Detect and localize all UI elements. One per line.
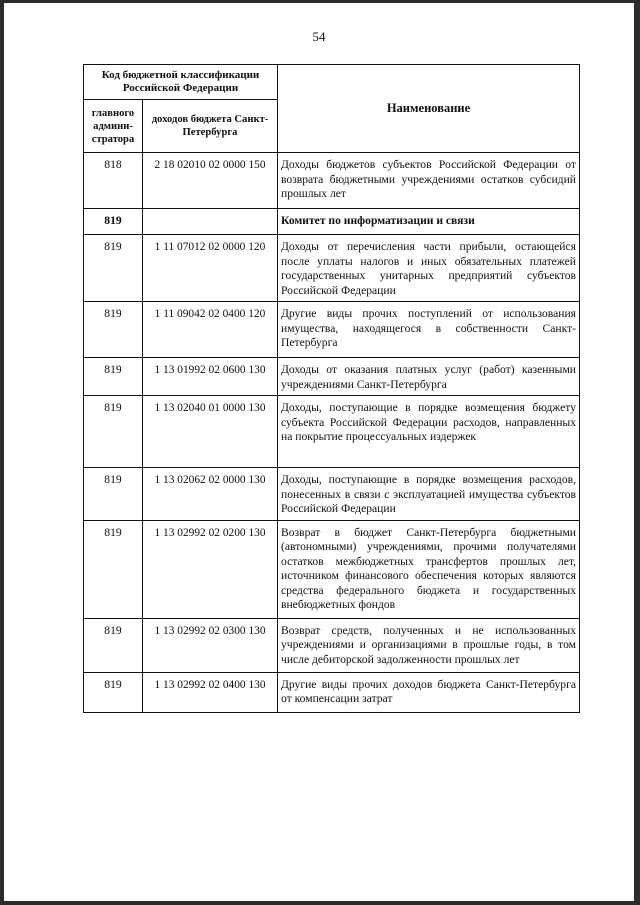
- table-row: [84, 468, 580, 521]
- table-row: [84, 520, 580, 618]
- table-row: [84, 235, 580, 302]
- header-income: доходов бюджета Санкт-Петербурга: [143, 100, 278, 153]
- table-row: [84, 153, 580, 209]
- admin-code-cell: 819: [84, 672, 143, 712]
- income-code-cell: 1 13 02062 02 0000 130: [143, 468, 278, 521]
- budget-classification-table: [83, 64, 580, 713]
- income-code-cell: 2 18 02010 02 0000 150: [143, 153, 278, 209]
- admin-code-cell: 819: [84, 209, 143, 235]
- income-name-cell: Комитет по информатизации и связи: [278, 209, 580, 235]
- income-name-cell: Другие виды прочих поступлений от использования имущества, находящегося в собственности Санкт-Петербурга: [278, 302, 580, 358]
- table-body: [84, 153, 580, 713]
- income-name-cell: Возврат в бюджет Санкт-Петербурга бюджетными (автономными) учреждениями, прочими получателями остатков межбюджетных трансфертов прошлых лет, источником финансового обеспечения которых являются средства федерального бюджета и государственных внебюджетных фондов: [278, 520, 580, 618]
- income-code-cell: 1 13 02992 02 0300 130: [143, 618, 278, 672]
- header-row-1: [84, 65, 580, 100]
- admin-code-cell: 818: [84, 153, 143, 209]
- income-name-cell: Доходы, поступающие в порядке возмещения бюджету субъекта Российской Федерации расходов, направленных на покрытие процессуальных издержек: [278, 396, 580, 468]
- income-code-cell: 1 13 02040 01 0000 130: [143, 396, 278, 468]
- table-row: [84, 302, 580, 358]
- page-number: 54: [312, 29, 326, 44]
- table-row: [84, 618, 580, 672]
- income-name-cell: Другие виды прочих доходов бюджета Санкт-Петербурга от компенсации затрат: [278, 672, 580, 712]
- table-row: [84, 209, 580, 235]
- header-group-label: Код бюджетной классификации Российской Федерации: [84, 65, 278, 100]
- header-name: Наименование: [278, 65, 580, 153]
- table-row: [84, 358, 580, 396]
- income-code-cell: 1 13 01992 02 0600 130: [143, 358, 278, 396]
- admin-code-cell: 819: [84, 358, 143, 396]
- income-code-cell: 1 11 07012 02 0000 120: [143, 235, 278, 302]
- table-row: [84, 672, 580, 712]
- admin-code-cell: 819: [84, 235, 143, 302]
- header-admin: главного админи-стратора: [84, 100, 143, 153]
- admin-code-cell: 819: [84, 302, 143, 358]
- admin-code-cell: 819: [84, 468, 143, 521]
- income-name-cell: Доходы от перечисления части прибыли, остающейся после уплаты налогов и иных обязательных платежей государственных унитарных предприятий субъектов Российской Федерации: [278, 235, 580, 302]
- income-name-cell: Доходы бюджетов субъектов Российской Федерации от возврата бюджетными учреждениями остатков субсидий прошлых лет: [278, 153, 580, 209]
- admin-code-cell: 819: [84, 396, 143, 468]
- income-name-cell: Возврат средств, полученных и не использованных учреждениями и организациями в прошлые годы, в том числе дебиторской задолженности прошлых лет: [278, 618, 580, 672]
- table-row: [84, 396, 580, 468]
- admin-code-cell: 819: [84, 618, 143, 672]
- income-name-cell: Доходы, поступающие в порядке возмещения расходов, понесенных в связи с эксплуатацией имущества субъектов Российской Федерации: [278, 468, 580, 521]
- income-code-cell: 1 13 02992 02 0200 130: [143, 520, 278, 618]
- income-code-cell: [143, 209, 278, 235]
- income-code-cell: 1 11 09042 02 0400 120: [143, 302, 278, 358]
- income-name-cell: Доходы от оказания платных услуг (работ) казенными учреждениями Санкт-Петербурга: [278, 358, 580, 396]
- document-page: [4, 3, 634, 901]
- income-code-cell: 1 13 02992 02 0400 130: [143, 672, 278, 712]
- admin-code-cell: 819: [84, 520, 143, 618]
